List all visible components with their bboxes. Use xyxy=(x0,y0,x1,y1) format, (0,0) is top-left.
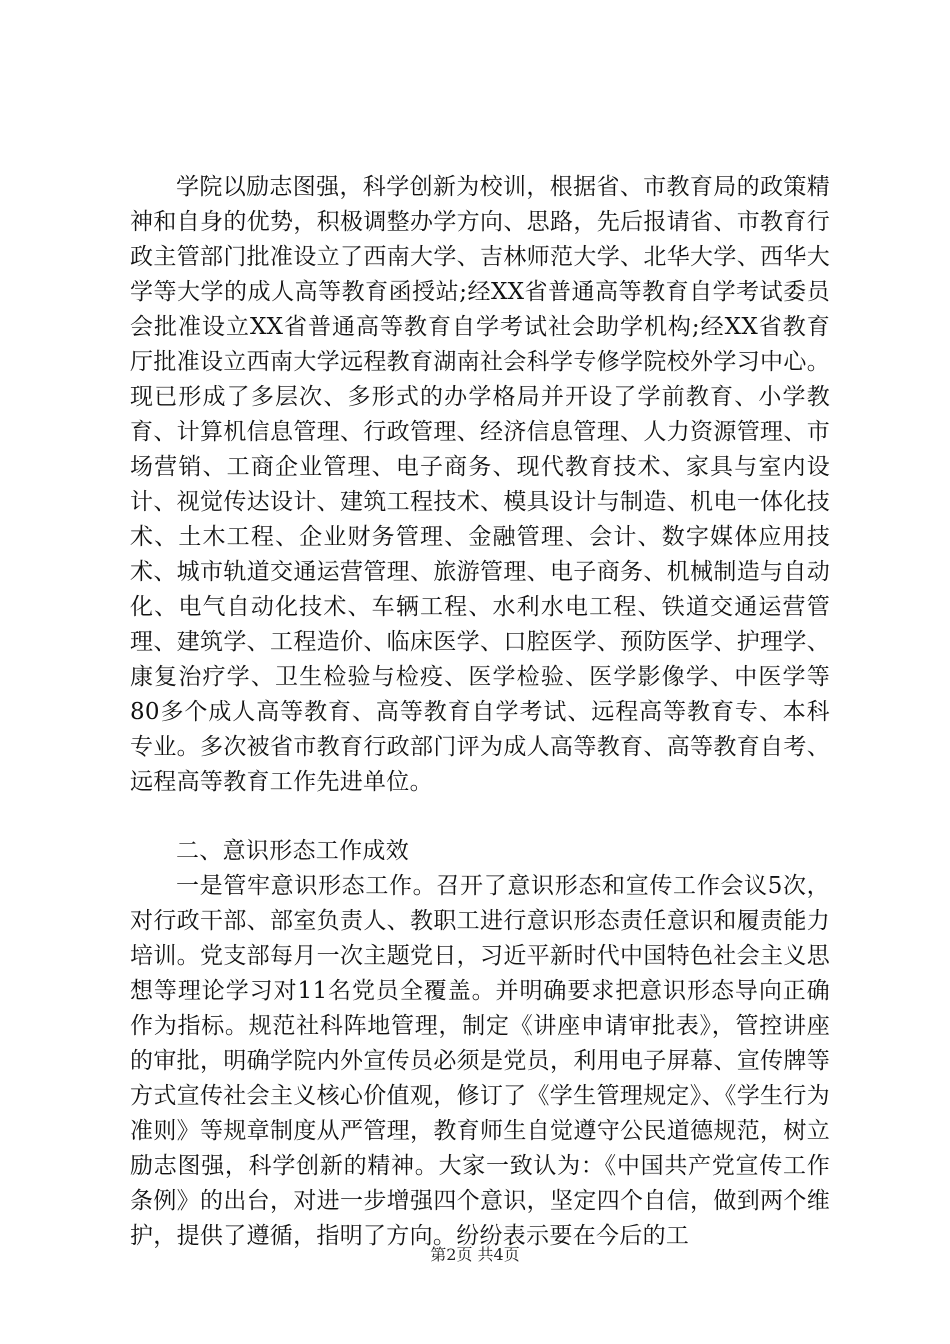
body-paragraph: 一是管牢意识形态工作。召开了意识形态和宣传工作会议5次，对行政干部、部室负责人、教职工进行意识形态责任意识和履责能力培训。党支部每月一次主题党日，习近平新时代中国特色社会主义思想等理论学习对11名党员全覆盖。并明确要求把意识形态导向正确作为指标。规范社科阵地管理，制定《讲座申请审批表》，管控讲座的审批，明确学院内外宣传员必须是党员，利用电子屏幕、宣传牌等方式宣传社会主义核心价值观，修订了《学生管理规定》、《学生行为准则》等规章制度从严管理，教育师生自觉遵守公民道德规范，树立励志图强，科学创新的精神。大家一致认为：《中国共产党宣传工作条例》的出台，对进一步增强四个意识，坚定四个自信，做到两个维护，提供了遵循，指明了方向。纷纷表示要在今后的工 xyxy=(130,873,830,1249)
page-number: 第2页 共4页 xyxy=(430,1245,520,1264)
page-footer xyxy=(0,1242,950,1265)
body-paragraph: 学院以励志图强，科学创新为校训，根据省、市教育局的政策精神和自身的优势，积极调整办学方向、思路，先后报请省、市教育行政主管部门批准设立了西南大学、吉林师范大学、北华大学、西华大学等大学的成人高等教育函授站;经XX省普通高等教育自学考试委员会批准设立XX省普通高等教育自学考试社会助学机构;经XX省教育厅批准设立西南大学远程教育湖南社会科学专修学院校外学习中心。现已形成了多层次、多形式的办学格局并开设了学前教育、小学教育、计算机信息管理、行政管理、经济信息管理、人力资源管理、市场营销、工商企业管理、电子商务、现代教育技术、家具与室内设计、视觉传达设计、建筑工程技术、模具设计与制造、机电一体化技术、土木工程、企业财务管理、金融管理、会计、数字媒体应用技术、城市轨道交通运营管理、旅游管理、电子商务、机械制造与自动化、电气自动化技术、车辆工程、水利水电工程、铁道交通运营管理、建筑学、工程造价、临床医学、口腔医学、预防医学、护理学、康复治疗学、卫生检验与检疫、医学检验、医学影像学、中医学等80多个成人高等教育、高等教育自学考试、远程高等教育专、本科专业。多次被省市教育行政部门评为成人高等教育、高等教育自考、远程高等教育工作先进单位。 xyxy=(130,174,830,795)
section-heading: 二、意识形态工作成效 xyxy=(176,838,409,864)
document-body xyxy=(130,170,830,1254)
